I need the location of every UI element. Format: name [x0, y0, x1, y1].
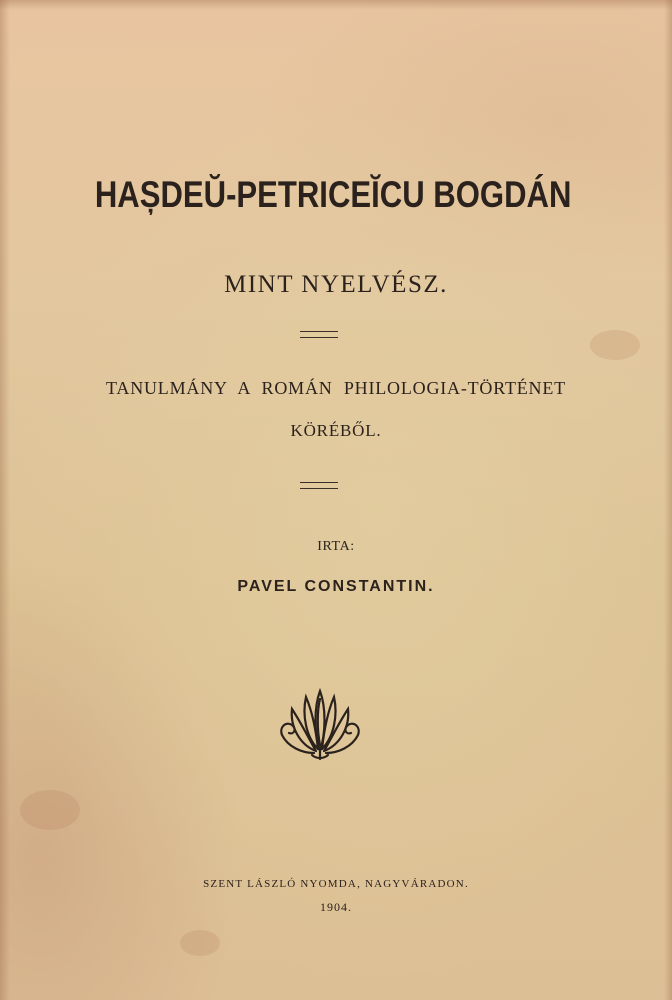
paper-edge-shadow — [0, 0, 672, 10]
description-line-1: TANULMÁNY A ROMÁN PHILOLOGIA-TÖRTÉNET — [106, 378, 566, 398]
paper-edge-shadow — [664, 0, 672, 1000]
author-name: PAVEL CONSTANTIN. — [237, 578, 435, 595]
paper-stain — [20, 790, 80, 830]
double-rule-divider — [300, 482, 338, 489]
description-line-2: KÖRÉBŐL. — [290, 421, 382, 440]
paper-stain — [590, 330, 640, 360]
publication-year: 1904. — [320, 900, 352, 914]
cover-title: HAȘDEŬ-PETRICEĬCU BOGDÁN — [94, 174, 572, 215]
palmette-ornament-icon — [276, 685, 364, 761]
double-rule-divider — [300, 331, 338, 338]
printer-imprint: SZENT LÁSZLÓ NYOMDA, NAGYVÁRADON. — [203, 878, 469, 890]
paper-edge-shadow — [0, 0, 10, 1000]
author-prefix: IRTA: — [317, 539, 355, 554]
cover-subtitle: MINT NYELVÉSZ. — [224, 271, 448, 298]
paper-stain — [180, 930, 220, 956]
